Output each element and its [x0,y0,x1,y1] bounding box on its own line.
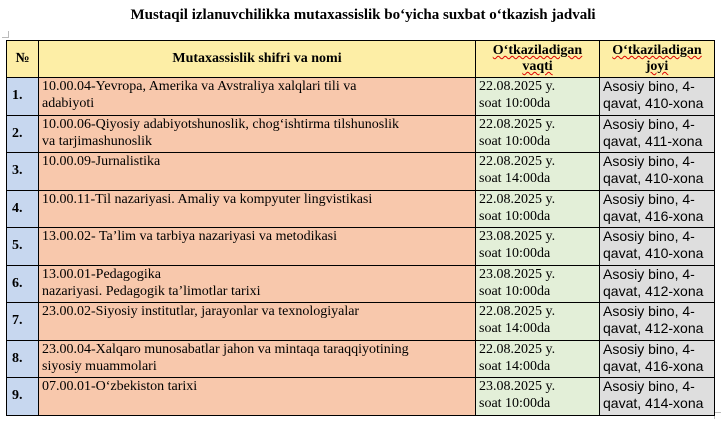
time-cell-line: 22.08.2025 y. [479,79,556,94]
time-cell [476,340,600,378]
place-cell-line: Asosiy bino, 4- [603,153,695,169]
place-cell [600,115,715,153]
header-place-line1: O‘tkaziladigan [612,43,702,58]
specialty-cell-line: 10.00.06-Qiyosiy adabiyotshunoslik, chog‘ishtirma tilshunoslik [42,116,399,132]
place-cell [600,228,715,266]
specialty-cell [39,303,476,341]
place-cell-line: Asosiy bino, 4- [603,115,695,132]
time-cell [476,228,600,266]
row-number: 9. [7,378,39,416]
header-time-line1: O‘tkaziladigan [492,43,583,58]
row-number: 8. [7,340,39,378]
place-cell-line: qavat, 416-xona [603,207,704,224]
table-header-row [7,41,715,78]
table-row [7,303,715,341]
time-cell [476,190,600,228]
place-cell-line: qavat, 411-xona [603,132,703,149]
place-cell-line: qavat, 414-xona [603,395,704,411]
time-cell-line: 23.08.2025 y. [479,266,556,282]
time-cell-line: 22.08.2025 y. [479,154,556,169]
table-row [7,228,715,266]
place-cell-line: Asosiy bino, 4- [603,265,695,282]
place-cell [600,378,715,416]
table-row [7,265,715,303]
place-cell-line: qavat, 410-xona [603,95,704,111]
time-cell-line: 23.08.2025 y. [479,379,556,394]
place-cell [600,190,715,228]
specialty-cell-line: va tarjimashunoslik [42,133,153,149]
specialty-cell-line: siyosiy muammolari [42,358,157,374]
time-cell-line: soat 10:00da [479,246,551,261]
time-cell-line: 22.08.2025 y. [479,116,556,132]
time-cell-line: 22.08.2025 y. [479,341,556,357]
specialty-cell [39,115,476,153]
time-cell [476,265,600,303]
time-cell [476,78,600,116]
place-cell-line: Asosiy bino, 4- [603,228,695,244]
specialty-cell-line: nazariyasi. Pedagogik ta’limotlar tarixi [42,283,261,299]
row-number: 3. [7,153,39,191]
specialty-cell-line: 13.00.01-Pedagogika [42,266,161,282]
time-cell-line: soat 10:00da [479,133,551,149]
time-cell-line: soat 14:00da [479,321,551,336]
page-corner-mark [714,412,721,419]
specialty-cell [39,265,476,303]
place-cell-line: qavat, 412-xona [603,282,704,299]
place-cell-line: Asosiy bino, 4- [603,78,695,94]
header-number: № [7,41,39,78]
place-cell-line: qavat, 416-xona [603,357,704,374]
place-cell-line: qavat, 412-xona [603,320,704,336]
specialty-cell [39,78,476,116]
row-number: 4. [7,190,39,228]
specialty-cell-line: 23.00.02-Siyosiy institutlar, jarayonlar va texnologiyalar [42,304,360,319]
specialty-cell-line: 07.00.01-O‘zbekiston tarixi [42,379,198,394]
place-cell-line: qavat, 410-xona [603,245,704,261]
time-cell-line: 22.08.2025 y. [479,304,556,319]
page-corner-mark [2,31,9,38]
table-row [7,340,715,378]
time-cell-line: soat 10:00da [479,283,551,299]
time-cell [476,153,600,191]
header-time [476,41,600,78]
place-cell-line: Asosiy bino, 4- [603,190,695,207]
time-cell [476,303,600,341]
place-cell-line: Asosiy bino, 4- [603,378,695,394]
place-cell [600,303,715,341]
specialty-cell-line: 13.00.02- Ta’lim va tarbiya nazariyasi va metodikasi [42,229,338,244]
time-cell-line: soat 14:00da [479,171,551,186]
place-cell-line: qavat, 410-xona [603,170,704,186]
header-specialty: Mutaxassislik shifri va nomi [39,41,476,78]
place-cell [600,340,715,378]
table-row [7,115,715,153]
specialty-cell-line: 23.00.04-Xalqaro munosabatlar jahon va mintaqa taraqqiyotining [42,341,409,357]
time-cell-line: 22.08.2025 y. [479,191,556,207]
row-number: 1. [7,78,39,116]
time-cell-line: soat 10:00da [479,96,551,111]
header-place-line2: joyi [645,59,669,74]
header-time-line2: vaqti [522,59,553,74]
table-row [7,190,715,228]
specialty-cell-line: 10.00.09-Jurnalistika [42,154,161,169]
row-number: 7. [7,303,39,341]
specialty-cell [39,153,476,191]
header-place [600,41,715,78]
place-cell [600,153,715,191]
table-row [7,78,715,116]
time-cell-line: soat 14:00da [479,358,551,374]
time-cell-line: 23.08.2025 y. [479,229,556,244]
row-number: 2. [7,115,39,153]
specialty-cell-line: 10.00.11-Til nazariyasi. Amaliy va kompyuter lingvistikasi [42,191,373,207]
row-number: 6. [7,265,39,303]
place-cell [600,265,715,303]
time-cell [476,115,600,153]
table-row [7,378,715,416]
place-cell-line: Asosiy bino, 4- [603,340,695,357]
specialty-cell [39,228,476,266]
specialty-cell-line: adabiyoti [42,96,95,111]
specialty-cell [39,190,476,228]
schedule-table [6,40,715,416]
specialty-cell [39,378,476,416]
time-cell-line: soat 10:00da [479,208,551,224]
document-title: Mustaqil izlanuvchilikka mutaxassislik bo‘yicha suxbat o‘tkazish jadvali [130,7,596,23]
row-number: 5. [7,228,39,266]
place-cell-line: Asosiy bino, 4- [603,303,695,319]
time-cell-line: soat 10:00da [479,396,551,411]
place-cell [600,78,715,116]
table-row [7,153,715,191]
time-cell [476,378,600,416]
specialty-cell-line: 10.00.04-Yevropa, Amerika va Avstraliya xalqlari tili va [42,79,357,94]
specialty-cell [39,340,476,378]
